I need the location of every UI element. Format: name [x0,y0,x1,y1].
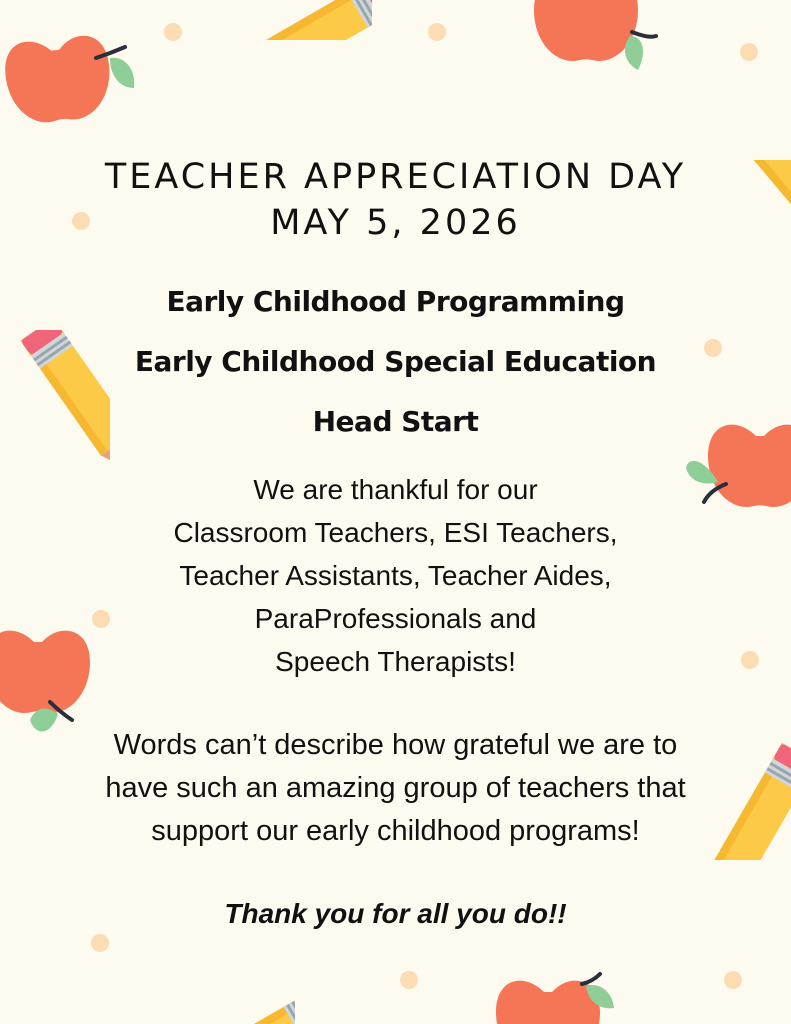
program-name: Early Childhood Programming [166,285,625,318]
thankful-line: We are thankful for our [253,474,538,505]
apple-icon [4,10,139,130]
dot [740,43,758,61]
closing-message: Thank you for all you do!! [224,898,567,929]
program-name: Early Childhood Special Education [134,345,657,378]
title-line-1: TEACHER APPRECIATION DAY [104,157,687,197]
grateful-line: have such an amazing group of teachers that [105,772,686,804]
pencil-icon [252,0,372,40]
thankful-line: Classroom Teachers, ESI Teachers, [173,517,618,548]
thankful-line: ParaProfessionals and [254,603,537,634]
program-name: Head Start [312,405,479,438]
grateful-line: support our early childhood programs! [151,815,640,847]
page-title [0,154,791,246]
apple-icon [532,0,662,75]
dot [400,971,418,989]
dot [724,971,742,989]
thankful-paragraph [0,468,791,683]
pencil-icon [180,960,295,1024]
dot [164,23,182,41]
dot [428,23,446,41]
apple-icon [490,960,630,1024]
title-date: MAY 5, 2026 [270,203,521,243]
grateful-line: Words can’t describe how grateful we are to [113,729,678,761]
grateful-paragraph [0,724,791,853]
thankful-line: Speech Therapists! [275,646,516,677]
dot [91,934,109,952]
thankful-line: Teacher Assistants, Teacher Aides, [179,560,612,591]
